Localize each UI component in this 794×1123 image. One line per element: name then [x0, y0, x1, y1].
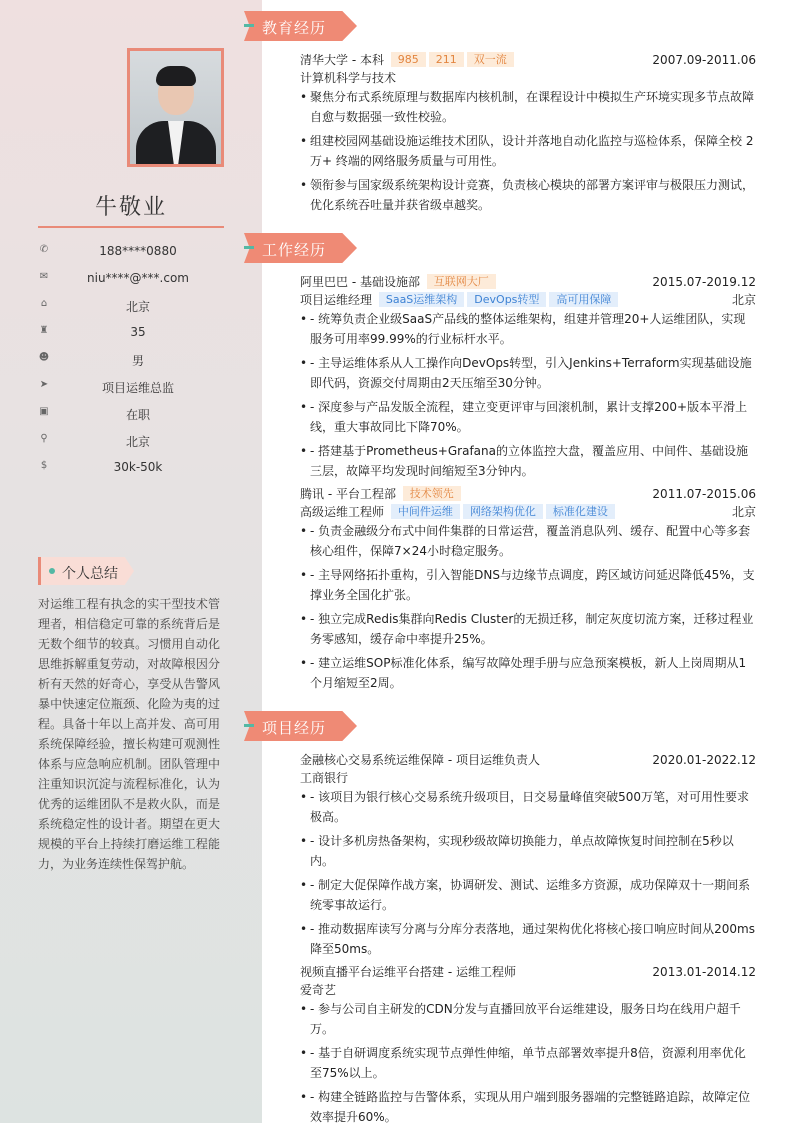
role-tag: 标准化建设 — [546, 504, 615, 519]
education-heading-text: 教育经历 — [262, 19, 327, 37]
cake-icon: ♜ — [39, 325, 49, 336]
sidebar — [0, 0, 262, 1123]
project-date: 2013.01-2014.12 — [652, 965, 756, 979]
job-entry — [300, 485, 756, 697]
briefcase-icon: ▣ — [39, 406, 49, 417]
summary-heading — [38, 557, 134, 585]
school-line — [300, 51, 514, 69]
email-value: niu****@***.com — [87, 271, 189, 285]
send-icon: ➤ — [39, 379, 49, 390]
list-item: • - 负责金融级分布式中间件集群的日常运营，覆盖消息队列、缓存、配置中心等多套核心组件，保障7×24小时稳定服务。 — [300, 521, 756, 561]
job-bullets — [300, 521, 756, 693]
job-location: 北京 — [731, 505, 756, 519]
project-entry — [300, 751, 756, 963]
info-row-phone — [38, 241, 224, 268]
gender-icon: ☻ — [38, 352, 50, 363]
list-item: • - 主导运维体系从人工操作向DevOps转型，引入Jenkins+Terraform实现基础设施即代码，资源交付周期由2天压缩至30分钟。 — [300, 353, 756, 393]
list-item: • - 该项目为银行核心交易系统升级项目，日交易量峰值突破500万笔，对可用性要求极高。 — [300, 787, 756, 827]
summary-heading-text: 个人总结 — [62, 566, 118, 582]
role-tag: DevOps转型 — [467, 292, 546, 307]
phone-icon: ✆ — [39, 244, 49, 255]
list-item: • - 构建全链路监控与告警体系，实现从用户端到服务器端的完整链路追踪，故障定位效率提升60%。 — [300, 1087, 756, 1123]
project-title: 金融核心交易系统运维保障 - 项目运维负责人 — [300, 753, 540, 767]
candidate-name: 牛敬业 — [94, 195, 167, 220]
job-date: 2011.07-2015.06 — [652, 487, 756, 501]
list-item: • - 搭建基于Prometheus+Grafana的立体监控大盘，覆盖应用、中间件、基础设施三层，故障平均发现时间缩短至3分钟内。 — [300, 441, 756, 481]
gender-value: 男 — [131, 354, 144, 368]
dot-icon — [49, 568, 55, 574]
salary-value: 30k-50k — [113, 460, 163, 474]
info-row-gender — [38, 349, 224, 376]
job-date: 2015.07-2019.12 — [652, 275, 756, 289]
list-item: • - 设计多机房热备架构，实现秒级故障切换能力，单点故障恢复时间控制在5秒以内。 — [300, 831, 756, 871]
role-tag: 高可用保障 — [549, 292, 618, 307]
project-org: 爱奇艺 — [300, 983, 337, 997]
job-location: 北京 — [731, 293, 756, 307]
project-entry — [300, 963, 756, 1123]
education-bullets — [300, 87, 756, 215]
salary-icon: $ — [40, 460, 48, 471]
phone-value: 188****0880 — [99, 244, 177, 258]
mail-icon: ✉ — [39, 271, 49, 282]
project-bullets — [300, 999, 756, 1123]
info-row-position — [38, 376, 224, 403]
info-row-status — [38, 403, 224, 430]
list-item: • - 制定大促保障作战方案，协调研发、测试、运维多方资源，成功保障双十一期间系统零事故运行。 — [300, 875, 756, 915]
city-value: 北京 — [125, 435, 150, 449]
education-heading — [244, 11, 357, 41]
job-role: 高级运维工程师 — [300, 505, 385, 519]
info-row-age — [38, 322, 224, 349]
list-item: • - 推动数据库读写分离与分库分表落地，通过架构优化将核心接口响应时间从200ms降至50ms。 — [300, 919, 756, 959]
work-heading-text: 工作经历 — [262, 241, 327, 259]
job-bullets — [300, 309, 756, 481]
company-tag: 技术领先 — [403, 486, 461, 501]
status-value: 在职 — [125, 408, 150, 422]
project-title: 视频直播平台运维平台搭建 - 运维工程师 — [300, 965, 516, 979]
list-item: • 领衔参与国家级系统架构设计竞赛，负责核心模块的部署方案评审与极限压力测试，优化系统吞吐量并获省级卓越奖。 — [300, 175, 756, 215]
info-row-home — [38, 295, 224, 322]
name-divider — [38, 226, 224, 228]
projects-heading-text: 项目经历 — [262, 719, 327, 737]
company-name: 腾讯 - 平台工程部 — [300, 487, 396, 501]
location-icon: ⚲ — [40, 433, 48, 444]
role-tag: 中间件运维 — [391, 504, 460, 519]
project-date: 2020.01-2022.12 — [652, 753, 756, 767]
summary-text: 对运维工程有执念的实干型技术管理者，相信稳定可靠的系统背后是无数个细节的较真。习惯用自动化思维拆解重复劳动，对故障根因分析有天然的好奇心，享受从告警风暴中快速定位瓶颈、化险为夷的过程。具备十年以上高并发、高可用系统保障经验，擅长构建可观测性体系与应急响应机制。团队管理中注重知识沉淀与流程标准化，认为优秀的运维团队不是救火队，而是系统稳定性的设计者。期望在更大规模的平台上持续打磨运维工程能力，为业务连续性保驾护航。 — [38, 597, 220, 871]
profile-photo — [127, 48, 224, 167]
home-icon: ⌂ — [40, 298, 48, 309]
company-tag: 互联网大厂 — [427, 274, 496, 289]
job-entry — [300, 273, 756, 485]
school-tag: 双一流 — [467, 52, 514, 67]
projects-heading — [244, 711, 357, 741]
list-item: • - 统筹负责企业级SaaS产品线的整体运维架构，组建并管理20+人运维团队，实现服务可用率99.99%的行业标杆水平。 — [300, 309, 756, 349]
project-bullets — [300, 787, 756, 959]
project-org: 工商银行 — [300, 771, 349, 785]
position-value: 项目运维总监 — [101, 381, 174, 395]
list-item: • 聚焦分布式系统原理与数据库内核机制，在课程设计中模拟生产环境实现多节点故障自愈与数据强一致性校验。 — [300, 87, 756, 127]
school-tag: 211 — [429, 52, 464, 67]
list-item: • - 独立完成Redis集群向Redis Cluster的无损迁移，制定灰度切流方案，迁移过程业务零感知，缓存命中率提升25%。 — [300, 609, 756, 649]
education-entry — [300, 51, 756, 219]
info-row-email — [38, 268, 224, 295]
school-tag: 985 — [391, 52, 426, 67]
age-value: 35 — [130, 325, 146, 339]
contact-info — [38, 241, 224, 484]
role-tag: 网络架构优化 — [463, 504, 543, 519]
list-item: • - 主导网络拓扑重构，引入智能DNS与边缘节点调度，跨区域访问延迟降低45%，支撑业务全国化扩张。 — [300, 565, 756, 605]
list-item: • - 建立运维SOP标准化体系，编写故障处理手册与应急预案模板，新人上岗周期从1个月缩短至2周。 — [300, 653, 756, 693]
role-tag: SaaS运维架构 — [379, 292, 464, 307]
work-heading — [244, 233, 357, 263]
education-date: 2007.09-2011.06 — [652, 53, 756, 67]
company-name: 阿里巴巴 - 基础设施部 — [300, 275, 420, 289]
main-content — [244, 0, 794, 1123]
list-item: • - 参与公司自主研发的CDN分发与直播回放平台运维建设，服务日均在线用户超千万。 — [300, 999, 756, 1039]
info-row-city — [38, 430, 224, 457]
school-name: 清华大学 - 本科 — [300, 53, 384, 67]
info-row-salary — [38, 457, 224, 484]
list-item: • 组建校园网基础设施运维技术团队，设计并落地自动化监控与巡检体系，保障全校 2万+ 终端的网络服务质量与可用性。 — [300, 131, 756, 171]
major: 计算机科学与技术 — [300, 71, 397, 85]
job-role: 项目运维经理 — [300, 293, 373, 307]
home-value: 北京 — [125, 300, 150, 314]
list-item: • - 基于自研调度系统实现节点弹性伸缩，单节点部署效率提升8倍，资源利用率优化至75%以上。 — [300, 1043, 756, 1083]
list-item: • - 深度参与产品发版全流程，建立变更评审与回滚机制，累计支撑200+版本平滑上线，重大事故同比下降70%。 — [300, 397, 756, 437]
